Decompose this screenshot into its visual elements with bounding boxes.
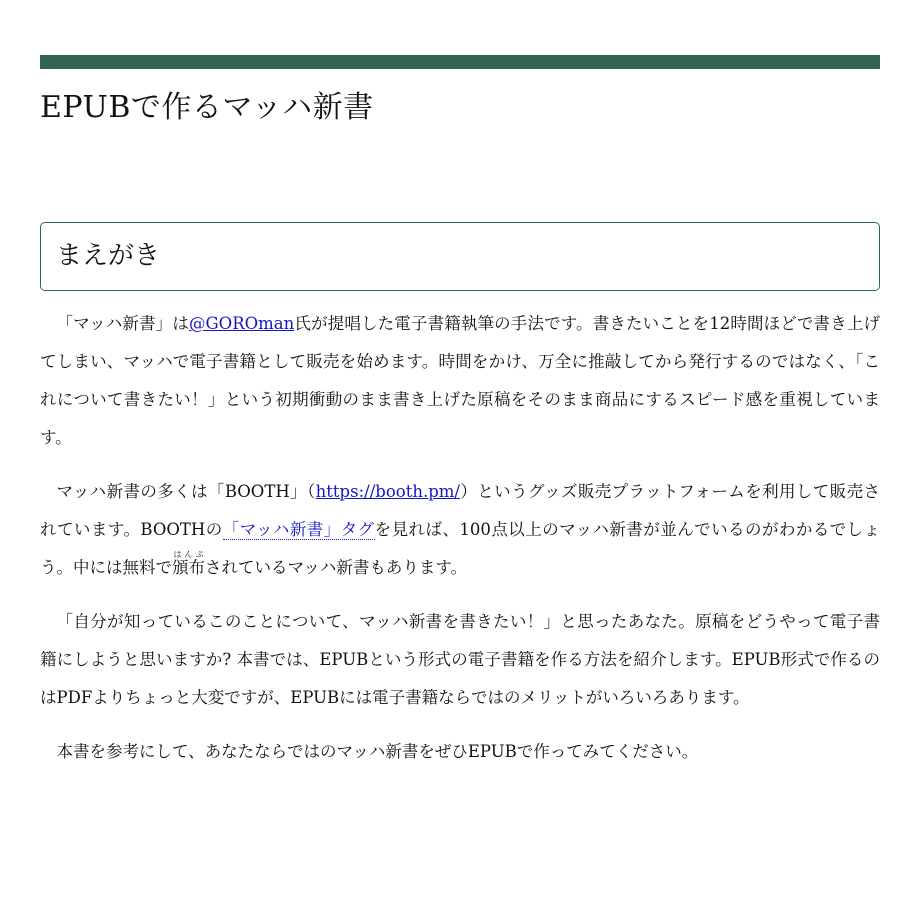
booth-url-link[interactable]: https://booth.pm/ — [315, 482, 460, 501]
goroman-link[interactable]: @GOROman — [189, 314, 295, 333]
chapter-title: まえがき — [56, 241, 161, 271]
paragraph-3: 「自分が知っているこのことについて、マッハ新書を書きたい！」と思ったあなた。原稿をどうやって電子書籍にしようと思いますか? 本書では、EPUBという形式の電子書籍を作る方法を紹介します。EPUB形式で作るのはPDFよりちょっと大変ですが、EPUBには電子書籍ならではのメリットがいろいろあります。 — [40, 612, 880, 707]
hanpu-ruby — [172, 550, 205, 577]
mach-shinsho-tag-link[interactable]: 「マッハ新書」タグ — [222, 520, 375, 539]
paragraph-1-text-a: 「マッハ新書」は — [56, 314, 189, 333]
chapter-heading-box — [40, 222, 880, 291]
paragraph-1-text-b: 氏が提唱した電子書籍執筆の手法です。書きたいことを12時間ほどで書き上げてしまい、マッハで電子書籍として販売を始めます。時間をかけ、万全に推敲してから発行するのではなく、「これについて書きたい！」という初期衝動のまま書き上げた原稿をそのまま商品にするスピード感を重視しています。 — [40, 314, 880, 447]
book-title: EPUBで作るマッハ新書 — [40, 90, 374, 125]
ruby-reading: はんぷ — [172, 550, 205, 559]
paragraph-2-text-b: ）というグッズ販売プラットフォームを利用して販売されています。BOOTHの — [40, 482, 880, 539]
paragraph-2-text-c: を見れば、100点以上のマッハ新書が並んでいるのがわかるでしょう。中には無料で — [40, 520, 881, 577]
header-accent-bar — [40, 55, 880, 69]
ruby-base: 頒布 — [172, 558, 205, 577]
paragraph-4: 本書を参考にして、あなたならではのマッハ新書をぜひEPUBで作ってみてください。 — [56, 742, 699, 761]
paragraph-1 — [40, 305, 880, 457]
paragraph-2-text-d: されているマッハ新書もあります。 — [205, 558, 468, 577]
chapter-body — [40, 305, 880, 787]
paragraph-2 — [40, 473, 880, 587]
paragraph-2-text-a: マッハ新書の多くは「BOOTH」（ — [56, 482, 316, 501]
